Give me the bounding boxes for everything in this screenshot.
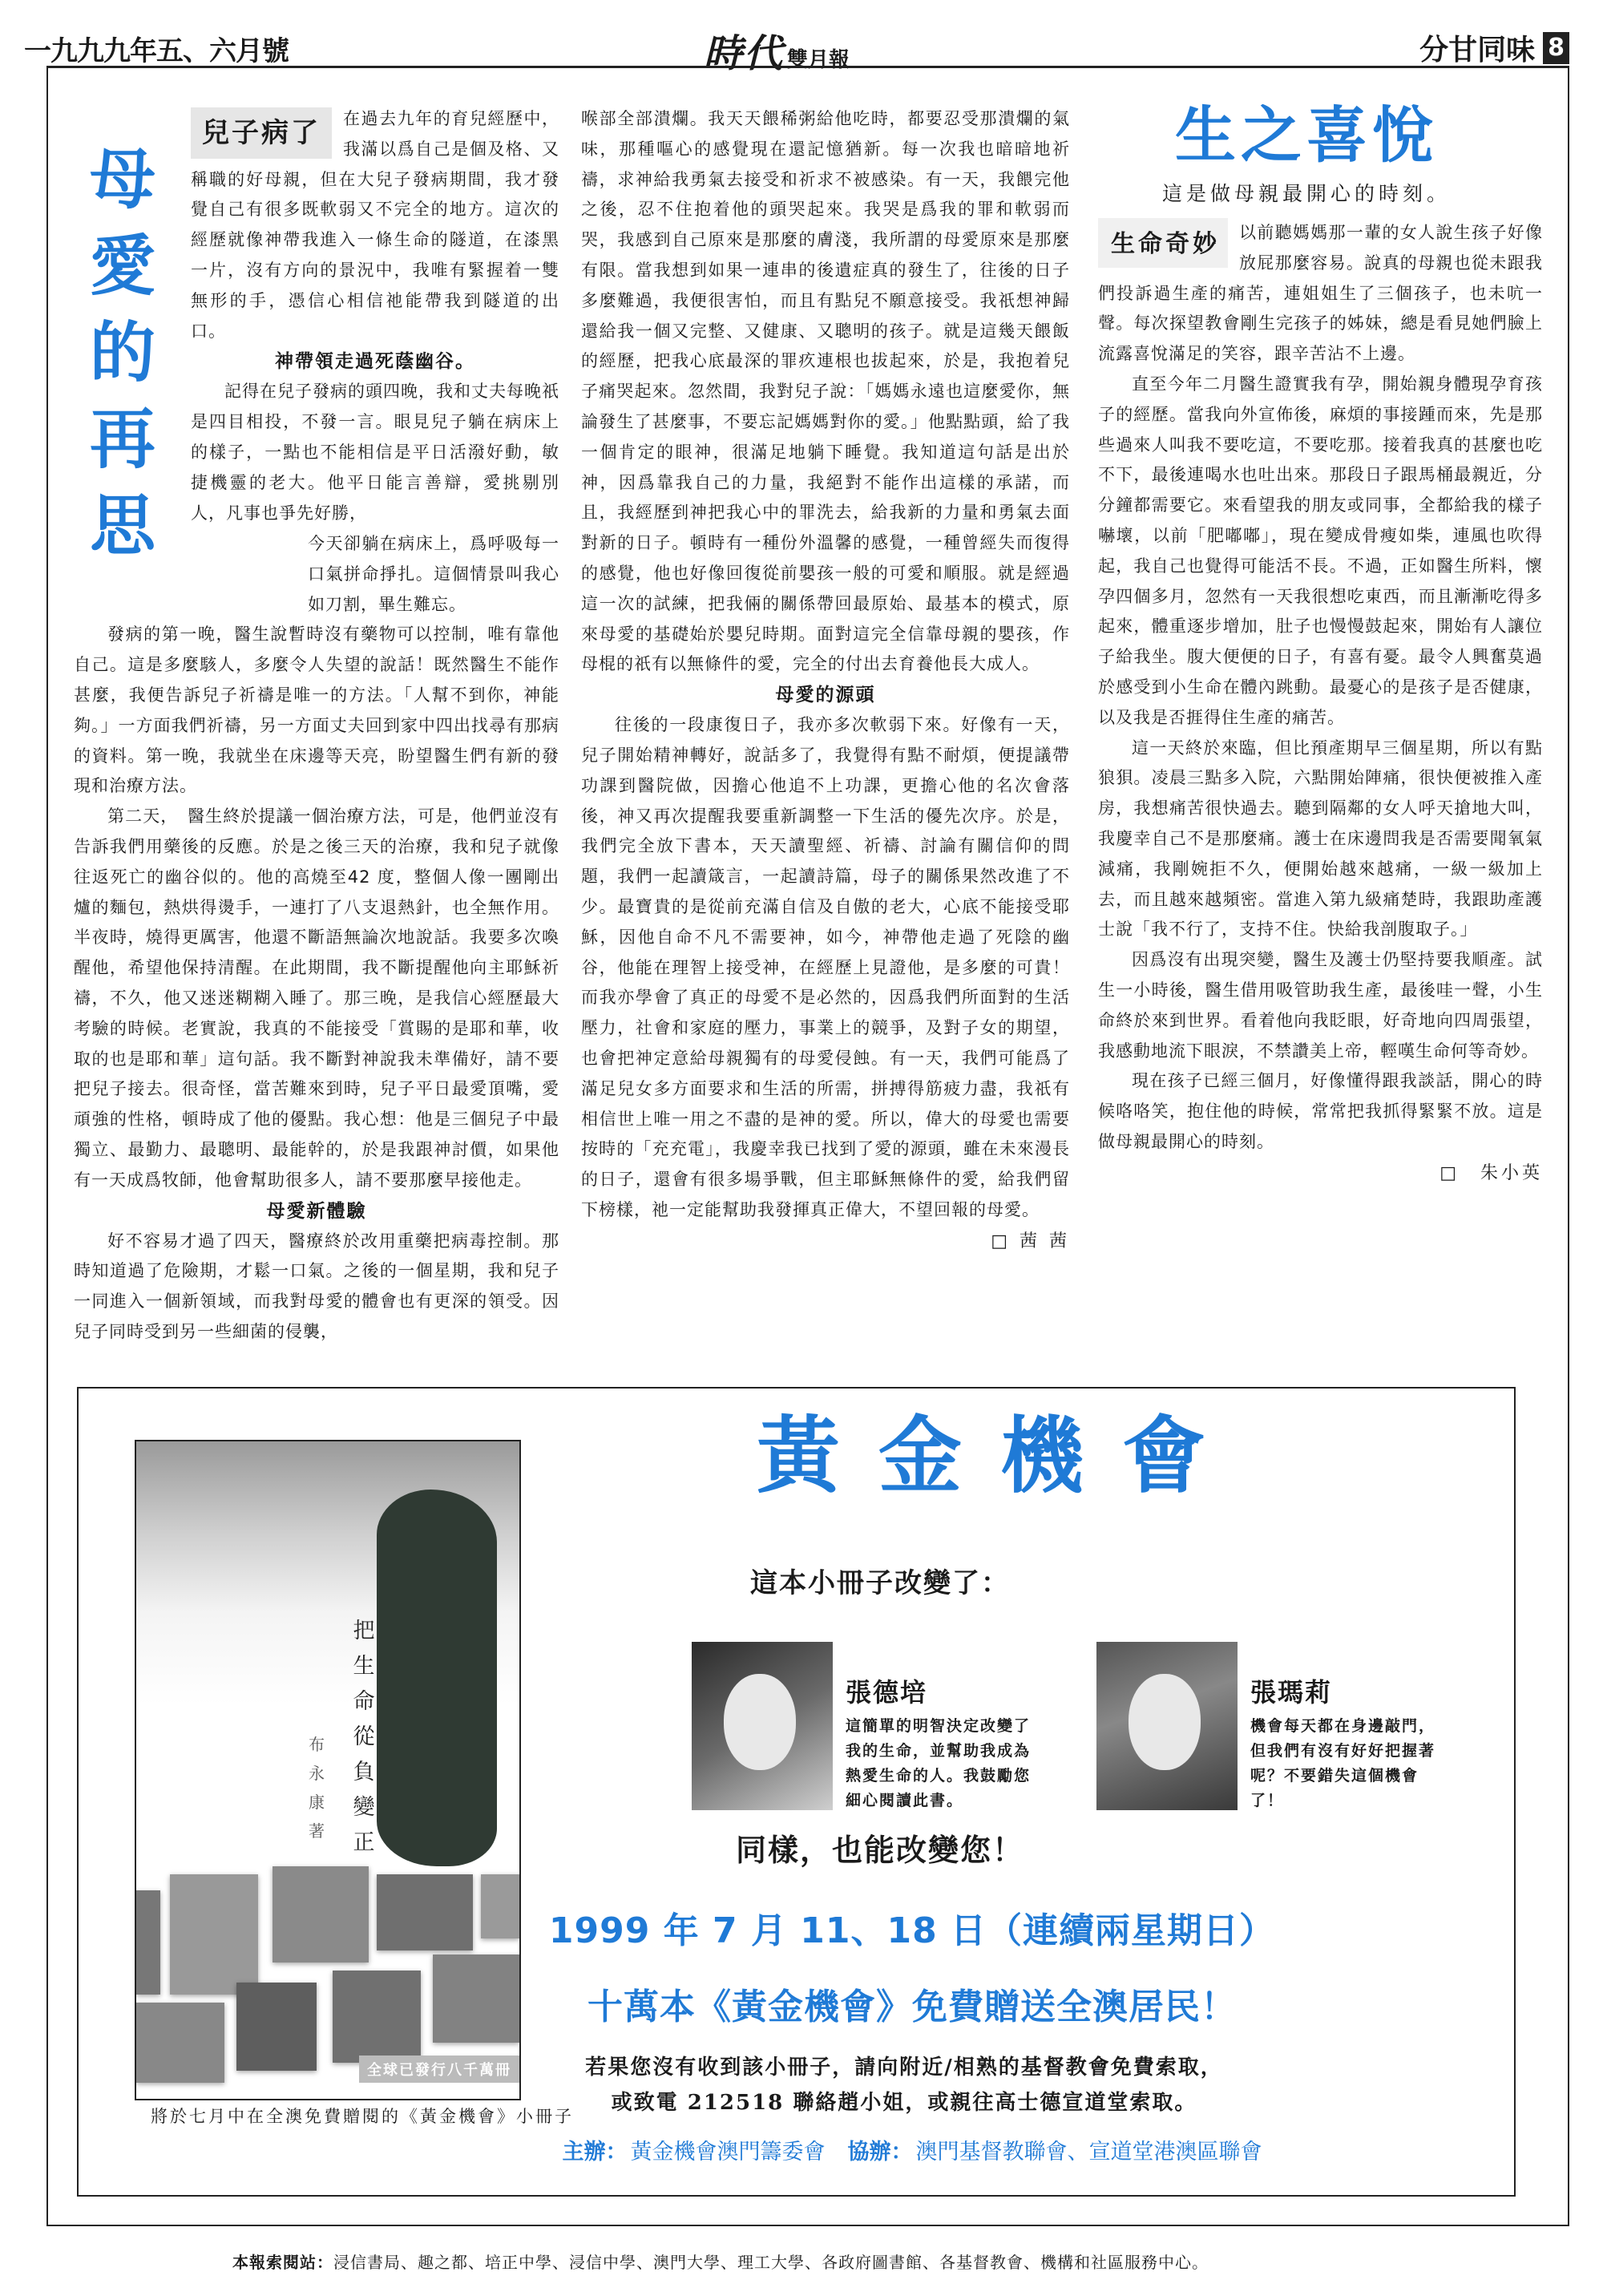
paragraph: 發病的第一晚，醫生說暫時沒有藥物可以控制，唯有靠他自己。這是多麼駭人，多麼令人失望的說話！既然醫生不能作甚麼，我便告訴兒子祈禱是唯一的方法。「人幫不到你，神能夠。」一方面我們祈禱，另一方面丈夫回到家中四出找尋有那病的資料。第一晚，我就坐在床邊等天亮，盼望醫生們有新的發現和治療方法。 [74, 625, 559, 796]
collage-photo [136, 2003, 224, 2083]
subheading: 神帶領走過死蔭幽谷。 [275, 351, 475, 373]
collage-photo [273, 1866, 369, 1963]
ad-info-line: 或致電 212518 聯絡趙小姐，或親往高士德宣道堂索取。 [611, 2091, 1197, 2115]
booklet-cover-band: 全球已發行八千萬冊 [359, 2055, 519, 2083]
collage-photo [170, 1874, 258, 1995]
subheading: 母愛的源頭 [775, 685, 876, 706]
title-char: 的 [90, 314, 156, 391]
article2-column [1098, 218, 1543, 1190]
paragraph: 往後的一段康復日子，我亦多次軟弱下來。好像有一天，兒子開始精神轉好，說話多了，我覺得有點不耐煩，便提議帶功課到醫院做，因擔心他追不上功課，更擔心他的名次會落後，神又再次提醒我要重新調整一下生活的優先次序。於是，我們完全放下書本，天天讀聖經、祈禱、討論有關信仰的問題，我們一起讀箴言，一起讀詩篇，母子的關係果然改進了不少。最寶貴的是從前充滿自信及自傲的老大，心底不能接受耶穌，因他自命不凡不需要神，如今，神帶他走過了死陰的幽谷，他能在理智上接受神，在經歷上見證他，是多麼的可貴！而我亦學會了真正的母愛不是必然的，因爲我們所面對的生活壓力，社會和家庭的壓力，事業上的競爭，及對子女的期望，也會把神定意給母親獨有的母愛侵蝕。有一天，我們可能爲了滿足兒女多方面要求和生活的所需，拼搏得筋疲力盡，我祇有相信世上唯一用之不盡的是神的愛。所以，偉大的母愛也需要按時的「充充電」，我慶幸我已找到了愛的源頭，雖在未來漫長的日子，還會有很多場爭戰，但主耶穌無條件的愛，給我們留下榜樣，祂一定能幫助我發揮真正偉大，不望回報的母愛。 [581, 715, 1070, 1219]
testimonial-quote: 這簡單的明智決定改變了我的生命，並幫助我成為熱愛生命的人。我鼓勵您細心閱讀此書。 [846, 1717, 1032, 1809]
portrait-face [1129, 1674, 1201, 1770]
paragraph: 記得在兒子發病的頭四晚，我和丈夫每晚祇是四目相投，不發一言。眼見兒子躺在病床上的樣子，一點也不能相信是平日活潑好動，敏捷機靈的老大。他平日能言善辯，愛挑剔別人，凡事也爭先好勝， [191, 382, 559, 523]
author-signature: □ 茜 茜 [991, 1231, 1070, 1251]
distribution-footer [232, 2250, 1209, 2273]
paragraph: 這一天終於來臨，但比預產期早三個星期，所以有點狼狽。凌晨三點多入院，六點開始陣痛，很快便被推入產房，我想痛苦很快過去。聽到隔鄰的女人呼天搶地大叫，我慶幸自己不是那麼痛。護士在床邊問我是否需要聞氧氣減痛，我剛婉拒不久，便開始越來越痛，一級一級加上去，而且越來越頻密。當進入第九級痛楚時，我跟助產護士說「我不行了，支持不住。快給我剖腹取子。」 [1098, 738, 1543, 940]
paragraph: 喉部全部潰爛。我天天餵稀粥給他吃時，都要忍受那潰爛的氣味，那種嘔心的感覺現在還記憶猶新。每一次我也暗暗地祈禱，求神給我勇氣去接受和祈求不被感染。有一天，我餵完他之後，忍不住抱着他的頭哭起來。我哭是爲我的罪和軟弱而哭，我感到自己原來是那麼的膚淺，我所謂的母愛原來是那麼有限。當我想到如果一連串的後遺症真的發生了，往後的日子多麼難過，我便很害怕，而且有點兒不願意接受。我祇想神歸還給我一個又完整、又健康、又聰明的孩子。就是這幾天餵飯的經歷，把我心底最深的罪疚連根也拔起來，於是，我抱着兒子痛哭起來。忽然間，我對兒子說：「媽媽永遠也這麼愛你，無論發生了甚麼事，不要忘記媽媽對你的愛。」他點點頭，給了我一個肯定的眼神，很滿足地躺下睡覺。我知道這句話是出於神，因爲靠我自己的力量，我絕對不能作出這樣的承諾，而且，我經歷到神把我心中的罪洗去，給我新的力量和勇氣去面對新的日子。頓時有一種份外溫馨的感覺，一種曾經失而復得的感覺，他也好像回復從前嬰孩一般的可愛和順服。就是經過這一次的試練，把我倆的關係帶回最原始、最基本的模式，原來母愛的基礎始於嬰兒時期。面對這完全信靠母親的嬰孩，作母棍的祇有以無條件的愛，完全的付出去育養他長大成人。 [581, 109, 1070, 674]
author-signature: □ 朱小英 [1439, 1162, 1543, 1183]
ad-dates: 1999 年 7 月 11、18 日（連續兩星期日） [548, 1910, 1276, 1951]
footer-text: 浸信書局、趣之都、培正中學、浸信中學、澳門大學、理工大學、各政府圖書館、各基督教會、機構和社區服務中心。 [333, 2253, 1209, 2272]
paragraph: 在過去九年的育兒經歷中，我滿以爲自己是個及格、又稱職的好母親，但在大兒子發病期間，我才發覺自己有很多既軟弱又不完全的地方。這次的經歷就像神帶我進入一條生命的隧道，在漆黑一片，沒有方向的景況中，我唯有緊握着一雙無形的手，憑信心相信祂能帶我到隧道的出口。 [191, 109, 559, 341]
intro-tag: 生命奇妙 [1098, 218, 1228, 268]
footer-label: 本報索閱站： [232, 2253, 333, 2272]
ad-info-line: 若果您沒有收到該小冊子，請向附近/相熟的基督教會免費索取， [585, 2055, 1223, 2080]
article2-title: 生之喜悅 [1175, 99, 1438, 171]
ad-organizers [527, 2134, 1297, 2165]
booklet-cover-title: 把生命從負變正 [353, 1619, 375, 1855]
article2-subtitle: 這是做母親最開心的時刻。 [1161, 182, 1451, 205]
tree-illustration [377, 1490, 497, 1866]
organizer-label: 主辦： [562, 2140, 628, 2165]
ad-free-offer: 十萬本《黃金機會》免費贈送全澳居民！ [587, 1987, 1237, 2027]
article1-column1-lower [74, 529, 559, 1348]
article1-column2 [581, 104, 1070, 1258]
collage-photo [333, 1971, 421, 2063]
testimonial-name: 張瑪莉 [1250, 1677, 1333, 1708]
paragraph: 以前聽媽媽那一輩的女人說生孩子好像放屁那麼容易。說真的母親也從未跟我們投訴過生產的痛苦，連姐姐生了三個孩子，也未吭一聲。每次探望教會剛生完孩子的姊妹，總是看見她們臉上流露喜悅滿足的笑容，跟辛苦沾不上邊。 [1098, 223, 1543, 364]
testimonial-quote: 機會每天都在身邊敲門，但我們有沒有好好把握著呢？不要錯失這個機會了！ [1250, 1717, 1436, 1809]
collage-photo [377, 1874, 473, 1950]
portrait-photo [692, 1642, 833, 1810]
ad-info [527, 2050, 1281, 2120]
masthead-subtitle: 雙月報 [787, 48, 850, 72]
collage-photo [433, 1954, 519, 2043]
booklet-caption: 將於七月中在全澳免費贈閱的《黃金機會》小冊子 [151, 2107, 574, 2126]
booklet-cover-image [135, 1440, 521, 2100]
intro-tag: 兒子病了 [191, 107, 332, 159]
section-name: 分甘同味 [1419, 34, 1536, 67]
paragraph: 今天卻躺在病床上，爲呼吸每一口氣拼命掙扎。這個情景叫我心如刀割，畢生難忘。 [308, 534, 559, 614]
collage-photo [136, 1890, 160, 1995]
page-number: 8 [1543, 32, 1569, 64]
article1-column1 [191, 104, 559, 528]
paragraph: 因爲沒有出現突變，醫生及護士仍堅持要我順產。試生一小時後，醫生借用吸管助我生產，最後哇一聲，小生命終於來到世界。看着他向我眨眼，好奇地向四周張望，我感動地流下眼淚，不禁讚美上帝，輕嘆生命何等奇妙。 [1098, 950, 1543, 1061]
ad-tagline: 同樣，也能改變您！ [735, 1833, 1024, 1868]
paragraph: 第二天， 醫生終於提議一個治療方法，可是，他們並沒有告訴我們用藥後的反應。於是之後三天的治療，我和兒子就像往返死亡的幽谷似的。他的高燒至42 度，整個人像一團剛出爐的麵包，熱烘得燙手，一連打了八支退熱針，也全無作用。半夜時，燒得更厲害，他還不斷語無論次地說話。我要多次喚醒他，希望他保持清醒。在此期間，我不斷提醒他向主耶穌祈禱，不久，他又迷迷糊糊入睡了。那三晚，是我信心經歷最大考驗的時候。老實說，我真的不能接受「賞賜的是耶和華，收取的也是耶和華」這句話。我不斷對神說我未準備好，請不要把兒子接去。很奇怪，當苦難來到時，兒子平日最愛頂嘴，愛頑強的性格，頓時成了他的優點。我心想：他是三個兒子中最獨立、最勤力、最聰明、最能幹的，於是我跟神討價，如果他有一天成爲牧師，他會幫助很多人，請不要那麼早接他走。 [74, 806, 559, 1190]
golden-opportunity-ad [77, 1387, 1516, 2197]
title-char: 母 [90, 141, 156, 218]
co-organizer: 澳門基督教聯會、宣道堂港澳區聯會 [915, 2140, 1262, 2165]
title-char: 愛 [90, 228, 156, 305]
booklet-cover-author: 布永康 著 [309, 1735, 325, 1841]
masthead-title: 時代 [704, 31, 785, 76]
section-label [1419, 27, 1569, 68]
collage-photo [236, 1983, 317, 2071]
portrait-face [724, 1674, 796, 1770]
issue-date: 一九九九年五、六月號 [24, 35, 289, 67]
title-char: 再 [90, 401, 156, 478]
portrait-photo [1096, 1642, 1238, 1810]
ad-title: 黃金機會 [756, 1406, 1244, 1505]
subheading: 母愛新體驗 [266, 1200, 367, 1222]
paragraph: 直至今年二月醫生證實我有孕，開始親身體現孕育孩子的經歷。當我向外宣佈後，麻煩的事接踵而來，先是那些過來人叫我不要吃這，不要吃那。接着我真的甚麼也吃不下，最後連喝水也吐出來。那段日子跟馬桶最親近，分分鐘都需要它。來看望我的朋友或同事，全都給我的樣子嚇壞，以前「肥嘟嘟」，現在變成骨瘦如柴，連風也吹得起，我自己也覺得可能活不長。不過，正如醫生所料，懷孕四個多月，忽然有一天我很想吃東西，而且漸漸吃得多起來，體重逐步增加，肚子也慢慢鼓起來，開始有人讓位子給我坐。腹大便便的日子，有喜有憂。最令人興奮莫過於感受到小生命在體內跳動。最憂心的是孩子是否健康，以及我是否捱得住生產的痛苦。 [1098, 374, 1543, 727]
testimonial-name: 張德培 [846, 1677, 928, 1708]
organizer: 黃金機會澳門籌委會 [630, 2140, 826, 2165]
paragraph: 現在孩子已經三個月，好像懂得跟我談話，開心的時候咯咯笑，抱住他的時候，常常把我抓得緊緊不放。這是做母親最開心的時刻。 [1098, 1071, 1543, 1151]
paragraph: 好不容易才過了四天，醫療終於改用重藥把病毒控制。那時知道過了危險期，才鬆一口氣。之後的一個星期，我和兒子一同進入一個新領域，而我對母愛的體會也有更深的領受。因兒子同時受到另一些細菌的侵襲， [74, 1231, 559, 1341]
ad-lead: 這本小冊子改變了： [750, 1567, 1010, 1599]
page-header [0, 0, 1603, 76]
co-organizer-label: 協辦： [847, 2140, 913, 2165]
title-char: 思 [90, 487, 156, 564]
article1-title [90, 136, 154, 569]
